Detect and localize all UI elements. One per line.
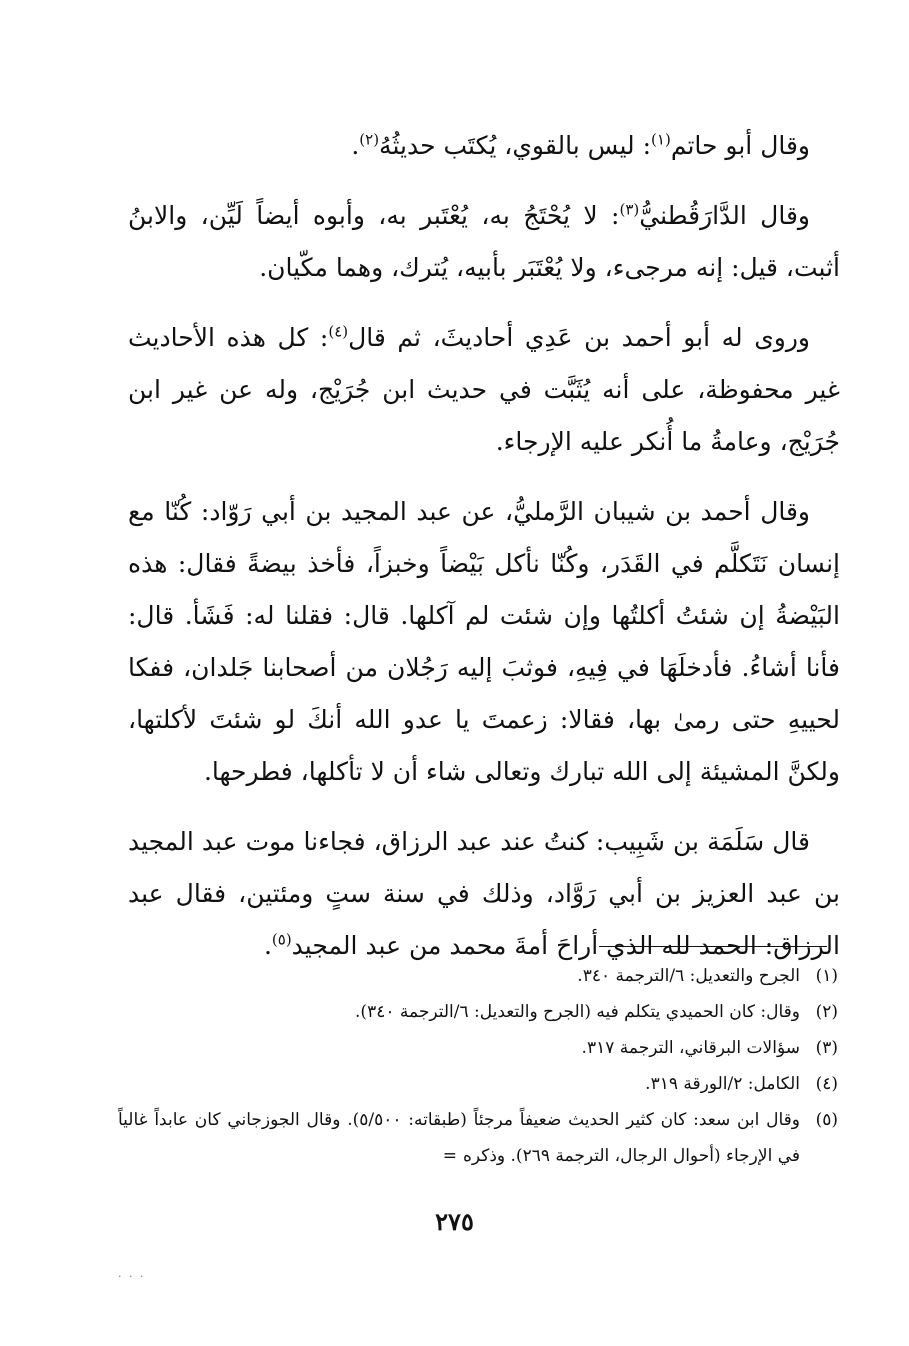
page-number: ٢٧٥ — [435, 1207, 474, 1236]
continuation-mark: = — [442, 1146, 457, 1166]
footnote-text: سؤالات البرقاني، الترجمة ٣١٧. — [581, 1038, 800, 1058]
footnote-number: (٥) — [815, 1110, 838, 1130]
paragraph-3 — [128, 312, 840, 468]
footnote-3 — [118, 1030, 838, 1066]
footnote-1 — [118, 958, 838, 994]
paragraph-2 — [128, 190, 840, 294]
footnote-text — [118, 1102, 800, 1174]
footnote-ref: (١) — [651, 130, 671, 149]
paragraph-text: وقال أحمد بن شيبان الرَّمليُّ، عن عبد المجيد بن أبي رَوّاد: كُنّا مع إنسان نَتَكلَّم في القَدَر، وكُنّا نأكل بَيْضاً وخبزاً، فأخذ بيضةً فقال: هذه البَيْضةُ إن شئتُ أكلتُها وإن شئت لم آكلها. قال: فقلنا له: فَشَأ. قال: فأنا أشاءُ. فأدخلَهَا في فِيهِ، فوثبَ إليه رَجُلان من أصحابنا جَلدان، ففكا لحييهِ حتى رمىٰ بها، فقالا: زعمتَ يا عدو الله أنكَ لو شئتَ لأكلتها، ولكنَّ المشيئة إلى الله تبارك وتعالى شاء أن لا تأكلها، فطرحها. — [128, 497, 840, 786]
paragraph-text: : كل هذه الأحاديث غير محفوظة، على أنه يُثَبَّت في حديث ابن جُرَيْج، وله عن غير ابن جُرَيْج، وعامةُ ما أُنكر عليه الإرجاء. — [128, 323, 840, 456]
footnote-number: (١) — [815, 966, 838, 986]
footnote-number: (٣) — [815, 1038, 838, 1058]
footnote-text: وقال: كان الحميدي يتكلم فيه (الجرح والتعديل: ٦/الترجمة ٣٤٠). — [355, 1002, 800, 1022]
scan-speck: · · · — [118, 1270, 146, 1283]
footnote-text: الجرح والتعديل: ٦/الترجمة ٣٤٠. — [577, 966, 800, 986]
paragraph-text: وروى له أبو أحمد بن عَدِي أحاديثَ، ثم قال — [348, 323, 811, 352]
footnote-separator — [599, 946, 827, 947]
paragraph-text: . — [351, 131, 360, 160]
footnote-number: (٤) — [815, 1074, 838, 1094]
footnote-ref: (٥) — [271, 930, 292, 949]
footnote-ref: (٢) — [359, 130, 380, 149]
footnote-5-body: وقال ابن سعد: كان كثير الحديث ضعيفاً مرجئاً (طبقاته: ٥/٥٠٠). وقال الجوزجاني كان عابداً غالياً في الإرجاء (أحوال الرجال، الترجمة ٢٦٩). وذكره — [118, 1110, 800, 1166]
footnote-number: (٢) — [815, 1002, 838, 1022]
paragraph-text: قال سَلَمَة بن شَبِيب: كنتُ عند عبد الرزاق، فجاءنا موت عبد المجيد بن عبد العزيز بن أبي رَوَّاد، وذلك في سنة ستٍ ومئتين، فقال عبد الرزاق: الحمد لله الذي أراحَ أمةَ محمد من عبد المجيد — [128, 827, 840, 960]
footnote-2 — [118, 994, 838, 1030]
paragraph-5 — [128, 816, 840, 972]
footnote-ref: (٤) — [328, 322, 349, 341]
paragraph-text: وقال الدَّارَقُطنيُّ — [639, 201, 810, 230]
footnote-4 — [118, 1066, 838, 1102]
paragraph-1 — [128, 120, 840, 172]
paragraph-text: : ليس بالقوي، يُكتَب حديثُهُ — [379, 131, 652, 160]
footnotes — [118, 958, 838, 1174]
footnote-ref: (٣) — [619, 200, 640, 219]
main-text — [128, 120, 840, 972]
paragraph-text: : لا يُحْتَجُ به، يُعْتَبر به، وأبوه أيضاً لَيِّن، والابنُ أثبت، قيل: إنه مرجىء، ولا يُعْتَبَر بأبيه، يُترك، وهما مكّيان. — [128, 201, 840, 282]
paragraph-text: . — [263, 931, 272, 960]
footnote-5 — [118, 1102, 838, 1174]
paragraph-text: وقال أبو حاتم — [670, 131, 810, 160]
footnote-text: الكامل: ٢/الورقة ٣١٩. — [645, 1074, 800, 1094]
paragraph-4 — [128, 486, 840, 798]
